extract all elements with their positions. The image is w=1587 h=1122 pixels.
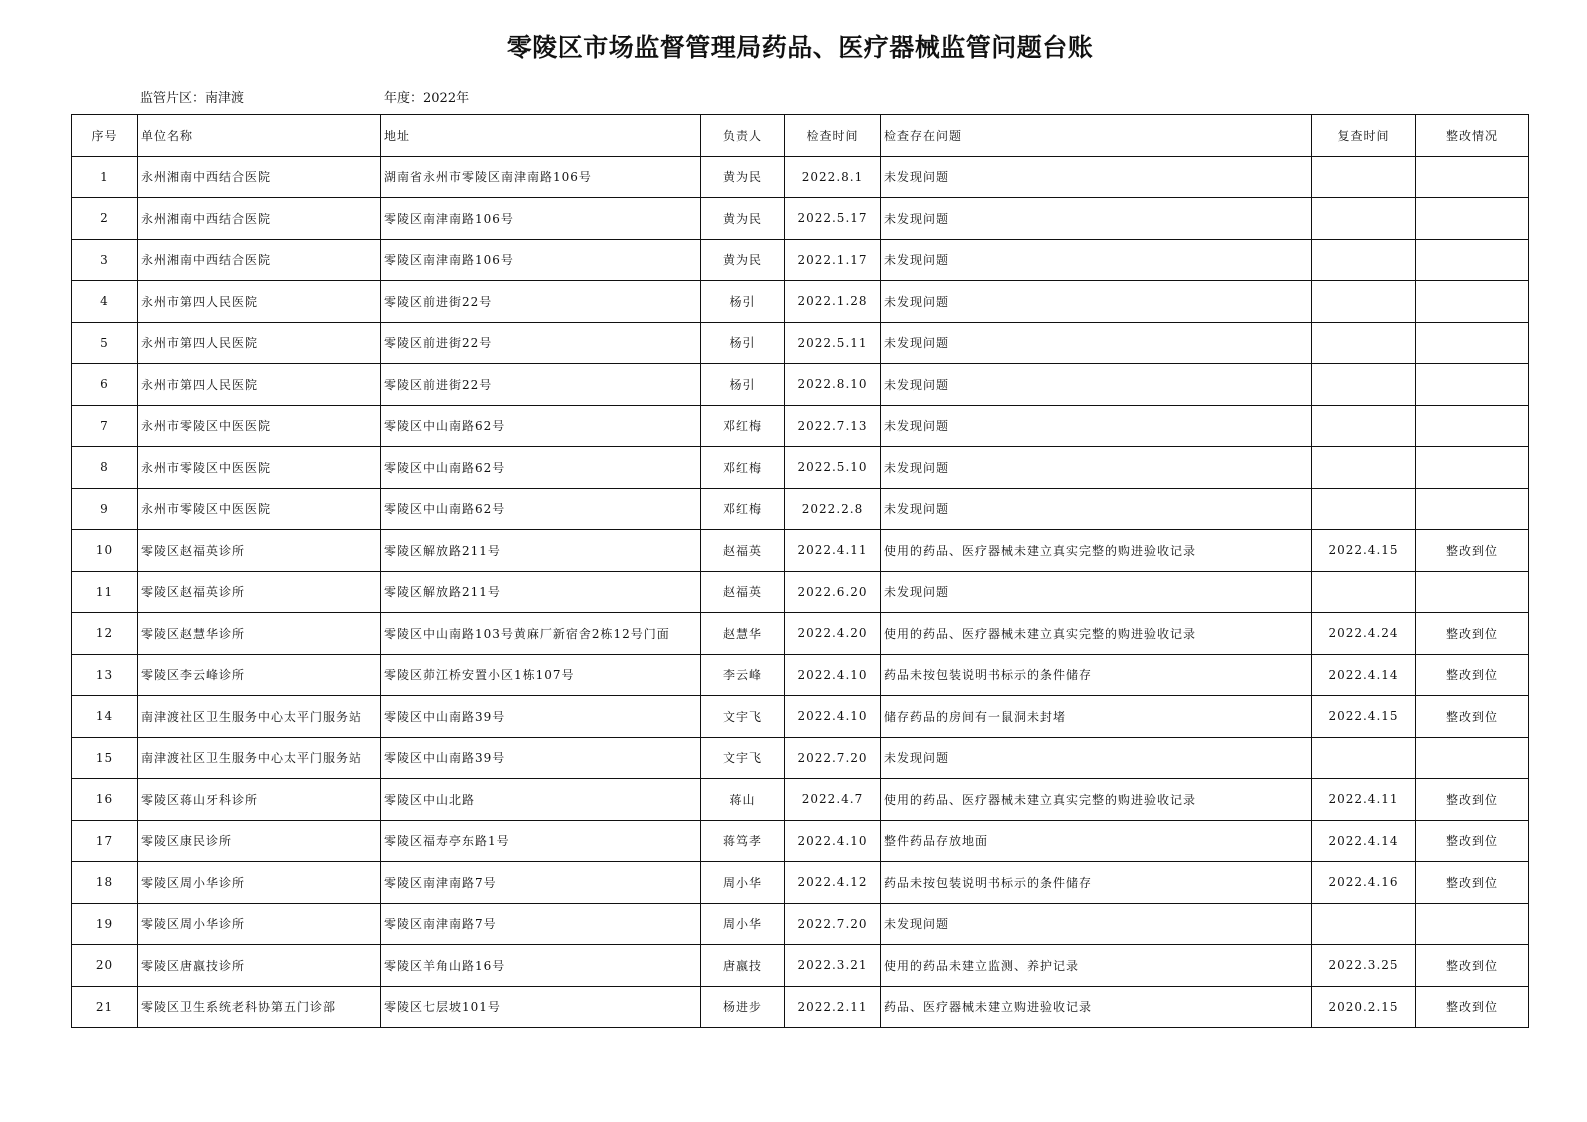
cell-recheck-date: 2022.4.15: [1312, 696, 1416, 738]
cell-rectification-status: [1416, 364, 1529, 406]
cell-recheck-date: [1312, 447, 1416, 489]
cell-recheck-date: [1312, 198, 1416, 240]
cell-address: 零陵区前进街22号: [381, 322, 701, 364]
cell-address: 零陵区中山南路39号: [381, 737, 701, 779]
cell-rectification-status: [1416, 571, 1529, 613]
table-row: [72, 530, 1529, 572]
cell-person-in-charge: 文宇飞: [701, 737, 785, 779]
cell-recheck-date: [1312, 239, 1416, 281]
cell-recheck-date: 2022.3.25: [1312, 945, 1416, 987]
cell-person-in-charge: 黄为民: [701, 198, 785, 240]
cell-rectification-status: [1416, 322, 1529, 364]
cell-serial: 12: [72, 613, 138, 655]
cell-rectification-status: 整改到位: [1416, 613, 1529, 655]
cell-inspection-date: 2022.8.1: [785, 156, 881, 198]
table-row: [72, 737, 1529, 779]
cell-inspection-date: 2022.1.28: [785, 281, 881, 323]
cell-unit-name: 永州湘南中西结合医院: [138, 156, 381, 198]
cell-issues-found: 使用的药品未建立监测、养护记录: [881, 945, 1312, 987]
cell-person-in-charge: 文宇飞: [701, 696, 785, 738]
table-row: [72, 198, 1529, 240]
cell-address: 零陵区前进街22号: [381, 281, 701, 323]
cell-inspection-date: 2022.4.7: [785, 779, 881, 821]
cell-rectification-status: [1416, 405, 1529, 447]
cell-person-in-charge: 赵慧华: [701, 613, 785, 655]
cell-address: 零陵区茆江桥安置小区1栋107号: [381, 654, 701, 696]
cell-inspection-date: 2022.6.20: [785, 571, 881, 613]
cell-recheck-date: 2022.4.15: [1312, 530, 1416, 572]
cell-serial: 1: [72, 156, 138, 198]
cell-inspection-date: 2022.7.13: [785, 405, 881, 447]
cell-rectification-status: [1416, 281, 1529, 323]
table-row: [72, 862, 1529, 904]
cell-recheck-date: [1312, 156, 1416, 198]
cell-unit-name: 零陵区赵福英诊所: [138, 571, 381, 613]
cell-address: 零陵区羊角山路16号: [381, 945, 701, 987]
header-issues-found: 检查存在问题: [881, 115, 1312, 157]
cell-person-in-charge: 邓红梅: [701, 488, 785, 530]
cell-issues-found: 未发现问题: [881, 156, 1312, 198]
header-inspection-date: 检查时间: [785, 115, 881, 157]
cell-rectification-status: [1416, 488, 1529, 530]
cell-address: 湖南省永州市零陵区南津南路106号: [381, 156, 701, 198]
cell-person-in-charge: 黄为民: [701, 156, 785, 198]
cell-unit-name: 零陵区康民诊所: [138, 820, 381, 862]
cell-unit-name: 零陵区赵福英诊所: [138, 530, 381, 572]
cell-person-in-charge: 杨进步: [701, 986, 785, 1028]
cell-inspection-date: 2022.4.11: [785, 530, 881, 572]
table-row: [72, 488, 1529, 530]
cell-address: 零陵区解放路211号: [381, 571, 701, 613]
cell-inspection-date: 2022.7.20: [785, 903, 881, 945]
table-row: [72, 779, 1529, 821]
cell-issues-found: 未发现问题: [881, 488, 1312, 530]
cell-person-in-charge: 周小华: [701, 903, 785, 945]
cell-inspection-date: 2022.4.12: [785, 862, 881, 904]
cell-issues-found: 未发现问题: [881, 364, 1312, 406]
cell-issues-found: 药品未按包装说明书标示的条件储存: [881, 654, 1312, 696]
cell-unit-name: 永州湘南中西结合医院: [138, 198, 381, 240]
cell-recheck-date: 2022.4.14: [1312, 654, 1416, 696]
cell-unit-name: 零陵区周小华诊所: [138, 862, 381, 904]
header-serial: 序号: [72, 115, 138, 157]
table-row: [72, 239, 1529, 281]
cell-serial: 14: [72, 696, 138, 738]
table-row: [72, 903, 1529, 945]
cell-unit-name: 永州市第四人民医院: [138, 322, 381, 364]
cell-unit-name: 永州湘南中西结合医院: [138, 239, 381, 281]
cell-inspection-date: 2022.4.10: [785, 696, 881, 738]
table-row: [72, 281, 1529, 323]
cell-address: 零陵区中山南路39号: [381, 696, 701, 738]
cell-address: 零陵区解放路211号: [381, 530, 701, 572]
header-rectification-status: 整改情况: [1416, 115, 1529, 157]
cell-serial: 2: [72, 198, 138, 240]
cell-address: 零陵区中山北路: [381, 779, 701, 821]
cell-issues-found: 药品未按包装说明书标示的条件储存: [881, 862, 1312, 904]
cell-issues-found: 整件药品存放地面: [881, 820, 1312, 862]
cell-serial: 7: [72, 405, 138, 447]
cell-recheck-date: 2022.4.24: [1312, 613, 1416, 655]
cell-address: 零陵区七层坡101号: [381, 986, 701, 1028]
cell-person-in-charge: 杨引: [701, 281, 785, 323]
cell-recheck-date: 2022.4.11: [1312, 779, 1416, 821]
cell-inspection-date: 2022.3.21: [785, 945, 881, 987]
cell-serial: 11: [72, 571, 138, 613]
header-person-in-charge: 负责人: [701, 115, 785, 157]
cell-unit-name: 永州市零陵区中医医院: [138, 405, 381, 447]
table-row: [72, 156, 1529, 198]
cell-recheck-date: [1312, 405, 1416, 447]
cell-person-in-charge: 赵福英: [701, 530, 785, 572]
cell-person-in-charge: 蒋山: [701, 779, 785, 821]
table-row: [72, 571, 1529, 613]
cell-inspection-date: 2022.8.10: [785, 364, 881, 406]
cell-inspection-date: 2022.2.11: [785, 986, 881, 1028]
cell-serial: 15: [72, 737, 138, 779]
cell-address: 零陵区中山南路62号: [381, 488, 701, 530]
cell-issues-found: 未发现问题: [881, 239, 1312, 281]
table-row: [72, 654, 1529, 696]
cell-unit-name: 南津渡社区卫生服务中心太平门服务站: [138, 696, 381, 738]
cell-address: 零陵区中山南路103号黄麻厂新宿舍2栋12号门面: [381, 613, 701, 655]
table-row: [72, 364, 1529, 406]
cell-serial: 18: [72, 862, 138, 904]
cell-unit-name: 永州市第四人民医院: [138, 364, 381, 406]
cell-person-in-charge: 杨引: [701, 364, 785, 406]
supervision-region: 监管片区：南津渡: [140, 91, 245, 106]
inspection-ledger-table: [71, 114, 1529, 1028]
table-row: [72, 820, 1529, 862]
table-row: [72, 945, 1529, 987]
cell-inspection-date: 2022.4.20: [785, 613, 881, 655]
cell-rectification-status: [1416, 737, 1529, 779]
header-unit-name: 单位名称: [138, 115, 381, 157]
header-recheck-date: 复查时间: [1312, 115, 1416, 157]
cell-serial: 17: [72, 820, 138, 862]
cell-unit-name: 零陵区蒋山牙科诊所: [138, 779, 381, 821]
cell-person-in-charge: 周小华: [701, 862, 785, 904]
cell-serial: 10: [72, 530, 138, 572]
cell-serial: 9: [72, 488, 138, 530]
cell-recheck-date: [1312, 281, 1416, 323]
cell-inspection-date: 2022.2.8: [785, 488, 881, 530]
cell-recheck-date: [1312, 322, 1416, 364]
table-row: [72, 322, 1529, 364]
cell-person-in-charge: 邓红梅: [701, 447, 785, 489]
cell-rectification-status: 整改到位: [1416, 696, 1529, 738]
cell-recheck-date: [1312, 364, 1416, 406]
cell-recheck-date: 2020.2.15: [1312, 986, 1416, 1028]
cell-inspection-date: 2022.5.10: [785, 447, 881, 489]
document-title: 零陵区市场监督管理局药品、医疗器械监管问题台账: [506, 33, 1094, 62]
cell-serial: 8: [72, 447, 138, 489]
table-row: [72, 613, 1529, 655]
cell-unit-name: 零陵区周小华诊所: [138, 903, 381, 945]
cell-inspection-date: 2022.5.17: [785, 198, 881, 240]
cell-issues-found: 未发现问题: [881, 281, 1312, 323]
cell-issues-found: 未发现问题: [881, 903, 1312, 945]
cell-address: 零陵区中山南路62号: [381, 447, 701, 489]
cell-person-in-charge: 邓红梅: [701, 405, 785, 447]
cell-person-in-charge: 李云峰: [701, 654, 785, 696]
cell-person-in-charge: 赵福英: [701, 571, 785, 613]
cell-recheck-date: [1312, 488, 1416, 530]
cell-issues-found: 使用的药品、医疗器械未建立真实完整的购进验收记录: [881, 779, 1312, 821]
cell-recheck-date: [1312, 903, 1416, 945]
cell-inspection-date: 2022.4.10: [785, 654, 881, 696]
cell-inspection-date: 2022.5.11: [785, 322, 881, 364]
cell-serial: 4: [72, 281, 138, 323]
cell-rectification-status: 整改到位: [1416, 862, 1529, 904]
cell-person-in-charge: 蒋笃孝: [701, 820, 785, 862]
table-row: [72, 986, 1529, 1028]
cell-issues-found: 未发现问题: [881, 405, 1312, 447]
cell-recheck-date: 2022.4.14: [1312, 820, 1416, 862]
cell-person-in-charge: 杨引: [701, 322, 785, 364]
cell-serial: 5: [72, 322, 138, 364]
cell-serial: 6: [72, 364, 138, 406]
cell-serial: 3: [72, 239, 138, 281]
header-address: 地址: [381, 115, 701, 157]
cell-issues-found: 未发现问题: [881, 447, 1312, 489]
cell-issues-found: 药品、医疗器械未建立购进验收记录: [881, 986, 1312, 1028]
cell-unit-name: 零陵区赵慧华诊所: [138, 613, 381, 655]
cell-rectification-status: 整改到位: [1416, 654, 1529, 696]
cell-serial: 21: [72, 986, 138, 1028]
cell-recheck-date: [1312, 737, 1416, 779]
cell-unit-name: 零陵区卫生系统老科协第五门诊部: [138, 986, 381, 1028]
cell-unit-name: 永州市第四人民医院: [138, 281, 381, 323]
cell-issues-found: 使用的药品、医疗器械未建立真实完整的购进验收记录: [881, 530, 1312, 572]
cell-address: 零陵区南津南路106号: [381, 198, 701, 240]
cell-issues-found: 未发现问题: [881, 322, 1312, 364]
cell-serial: 20: [72, 945, 138, 987]
cell-rectification-status: 整改到位: [1416, 530, 1529, 572]
cell-inspection-date: 2022.7.20: [785, 737, 881, 779]
cell-address: 零陵区南津南路7号: [381, 903, 701, 945]
header-row: [72, 115, 1529, 157]
cell-unit-name: 永州市零陵区中医医院: [138, 447, 381, 489]
cell-inspection-date: 2022.4.10: [785, 820, 881, 862]
cell-person-in-charge: 黄为民: [701, 239, 785, 281]
cell-inspection-date: 2022.1.17: [785, 239, 881, 281]
cell-issues-found: 未发现问题: [881, 571, 1312, 613]
cell-address: 零陵区南津南路106号: [381, 239, 701, 281]
cell-unit-name: 南津渡社区卫生服务中心太平门服务站: [138, 737, 381, 779]
cell-rectification-status: 整改到位: [1416, 986, 1529, 1028]
cell-address: 零陵区前进街22号: [381, 364, 701, 406]
cell-issues-found: 使用的药品、医疗器械未建立真实完整的购进验收记录: [881, 613, 1312, 655]
cell-rectification-status: [1416, 447, 1529, 489]
cell-unit-name: 永州市零陵区中医医院: [138, 488, 381, 530]
cell-address: 零陵区中山南路62号: [381, 405, 701, 447]
cell-rectification-status: [1416, 198, 1529, 240]
cell-serial: 16: [72, 779, 138, 821]
cell-rectification-status: 整改到位: [1416, 945, 1529, 987]
cell-issues-found: 未发现问题: [881, 198, 1312, 240]
cell-unit-name: 零陵区李云峰诊所: [138, 654, 381, 696]
cell-serial: 13: [72, 654, 138, 696]
cell-issues-found: 储存药品的房间有一鼠洞未封堵: [881, 696, 1312, 738]
table-row: [72, 696, 1529, 738]
cell-rectification-status: 整改到位: [1416, 820, 1529, 862]
table-row: [72, 405, 1529, 447]
cell-rectification-status: [1416, 903, 1529, 945]
cell-address: 零陵区福寿亭东路1号: [381, 820, 701, 862]
cell-person-in-charge: 唐嬴技: [701, 945, 785, 987]
cell-serial: 19: [72, 903, 138, 945]
cell-unit-name: 零陵区唐嬴技诊所: [138, 945, 381, 987]
cell-rectification-status: [1416, 239, 1529, 281]
cell-rectification-status: [1416, 156, 1529, 198]
cell-address: 零陵区南津南路7号: [381, 862, 701, 904]
cell-recheck-date: 2022.4.16: [1312, 862, 1416, 904]
cell-rectification-status: 整改到位: [1416, 779, 1529, 821]
cell-issues-found: 未发现问题: [881, 737, 1312, 779]
report-year: 年度：2022年: [384, 91, 470, 106]
cell-recheck-date: [1312, 571, 1416, 613]
table-row: [72, 447, 1529, 489]
